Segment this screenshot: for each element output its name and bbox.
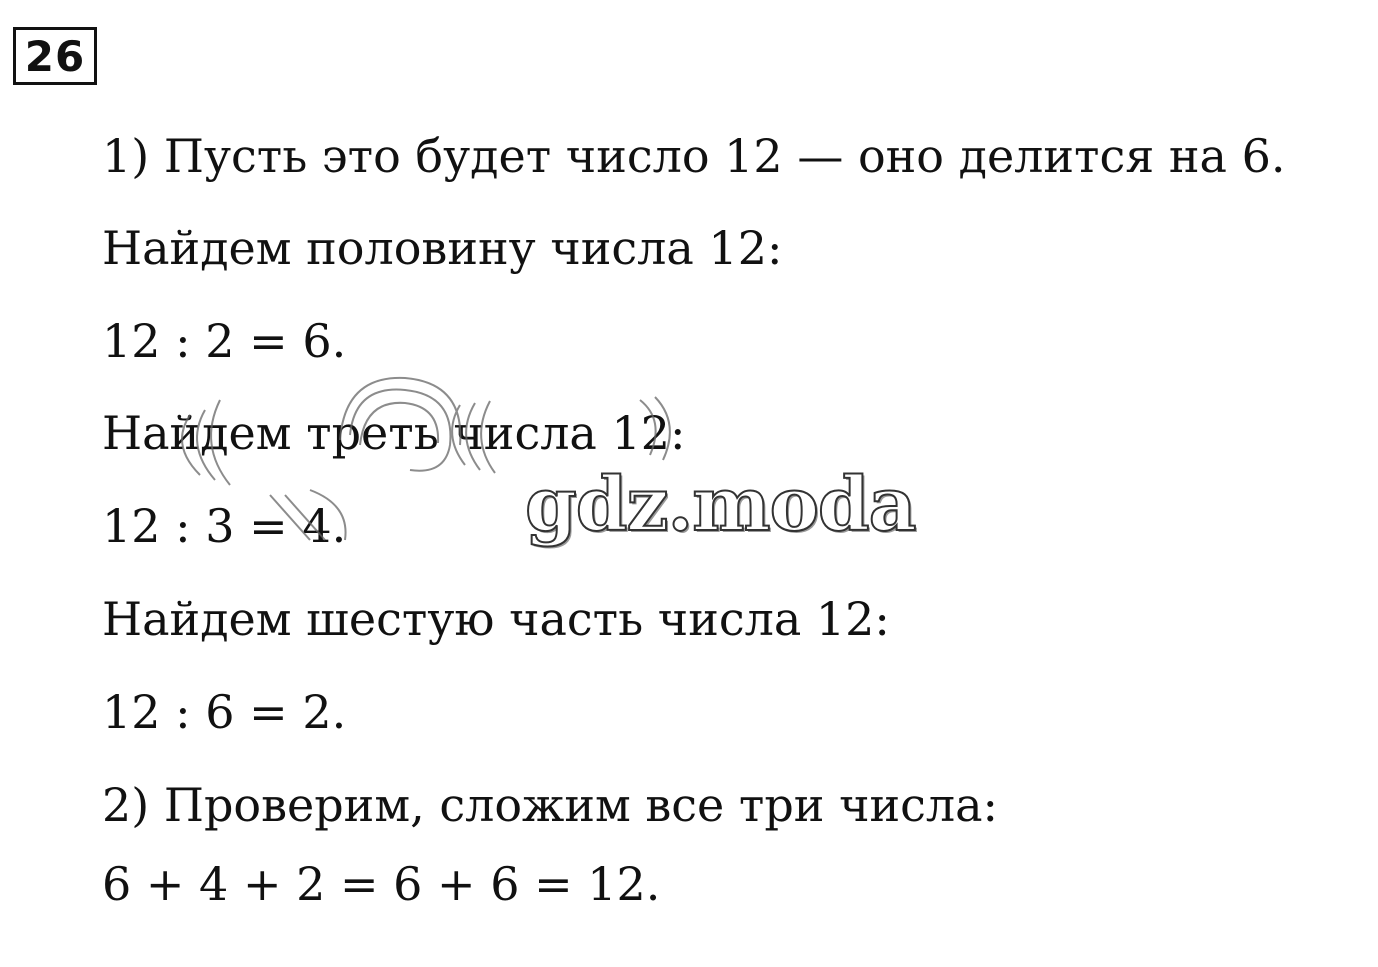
solution-line-1: 1) Пусть это будет число 12 — оно делится на 6. (102, 129, 1286, 183)
solution-line-6: Найдем шестую часть числа 12: (102, 592, 890, 646)
solution-line-4: Найдем треть числа 12: (102, 406, 686, 460)
solution-line-8: 2) Проверим, сложим все три числа: (102, 778, 999, 832)
solution-line-5: 12 : 3 = 4. (102, 499, 347, 553)
solution-line-2: Найдем половину числа 12: (102, 221, 783, 275)
solution-line-3: 12 : 2 = 6. (102, 314, 347, 368)
watermark-text: gdz.moda (525, 462, 916, 548)
solution-line-7: 12 : 6 = 2. (102, 685, 347, 739)
problem-number: 26 (24, 31, 86, 81)
solution-line-9: 6 + 4 + 2 = 6 + 6 = 12. (102, 857, 661, 911)
problem-number-box (13, 27, 97, 85)
